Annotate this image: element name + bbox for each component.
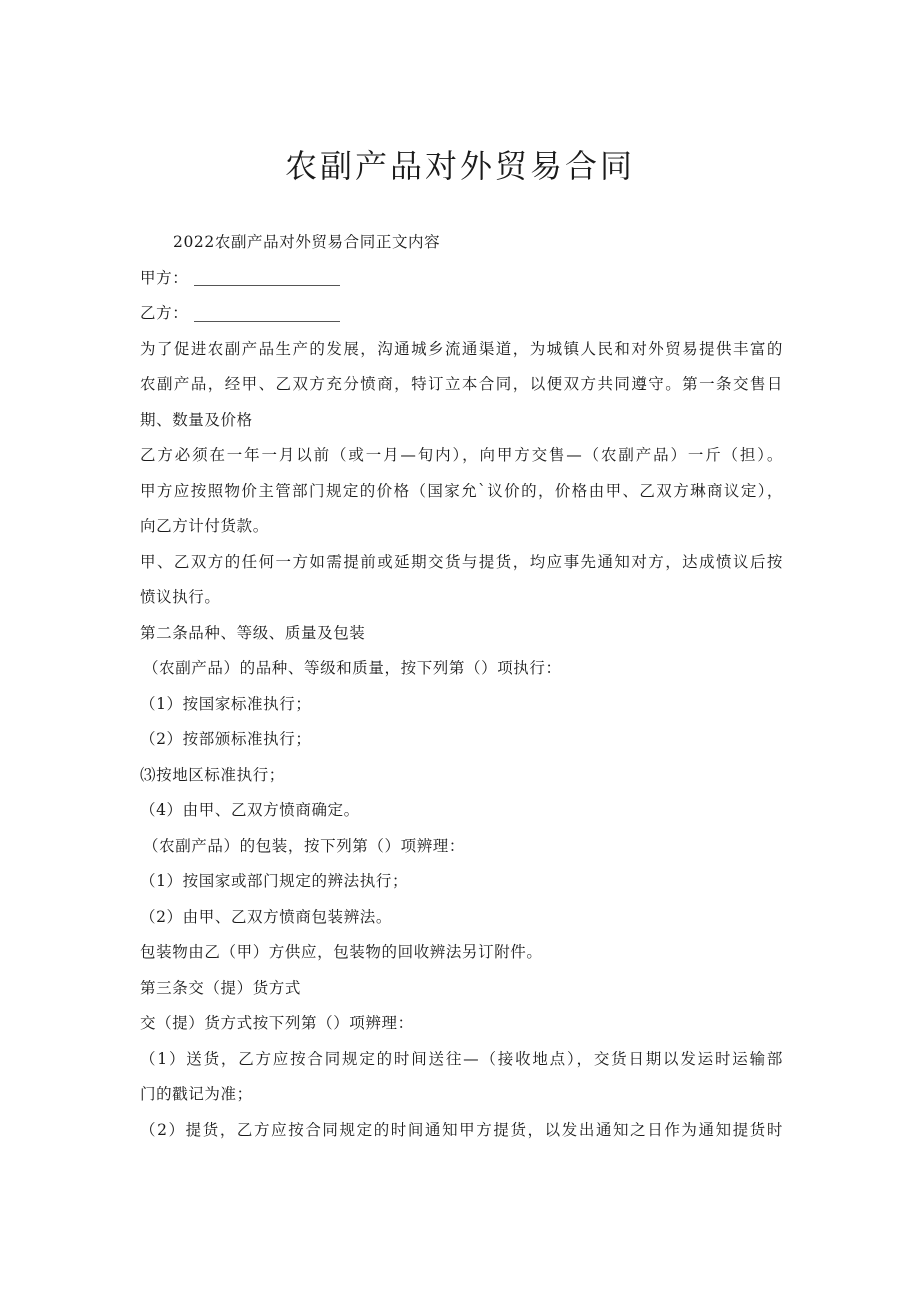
paragraph-line: 农副产品，经甲、乙双方充分愤商，特订立本合同，以便双方共同遵守。第一条交售日 xyxy=(140,375,783,393)
paragraph-line: 交（提）货方式按下列第（）项辨理： xyxy=(140,1014,414,1032)
list-item: 门的戳记为准； xyxy=(140,1085,253,1103)
list-item: （1）送货，乙方应按合同规定的时间送往—（接收地点），交货日期以发运时运输部 xyxy=(140,1049,783,1068)
paragraph-line: 甲方应按照物价主管部门规定的价格（国家允`议价的，价格由甲、乙双方琳商议定）， xyxy=(140,481,783,500)
party-b-label: 乙方： xyxy=(140,304,189,322)
document-title: 农副产品对外贸易合同 xyxy=(284,147,635,185)
document-body xyxy=(140,225,790,1148)
list-item: （1）按国家标准执行； xyxy=(140,694,312,713)
paragraph-line: 乙方必须在一年一月以前（或一月—旬内），向甲方交售—（农副产品）一斤（担）。 xyxy=(140,446,783,464)
paragraph-line: （农副产品）的品种、等级和质量，按下列第（）项执行： xyxy=(143,659,562,677)
party-a-blank xyxy=(194,271,340,286)
paragraph-line: （农副产品）的包装，按下列第（）项辨理： xyxy=(143,836,466,855)
party-a-label: 甲方： xyxy=(140,268,189,287)
paragraph-line: 向乙方计付货款。 xyxy=(140,517,269,535)
paragraph-line: 包装物由乙（甲）方供应，包装物的回收辨法另订附件。 xyxy=(140,943,543,961)
paragraph-line: 甲、乙双方的任何一方如需提前或延期交货与提货，均应事先通知对方，达成愤议后按 xyxy=(140,552,783,571)
section-heading: 第二条品种、等级、质量及包装 xyxy=(140,623,366,642)
party-b-blank xyxy=(194,307,340,322)
list-item: ⑶按地区标准执行； xyxy=(140,765,285,784)
list-item: （1）按国家或部门规定的辨法执行； xyxy=(140,872,409,890)
party-b-line xyxy=(140,296,790,332)
list-item: （2）由甲、乙双方愤商包装辨法。 xyxy=(140,907,392,926)
subtitle-line: 2022农副产品对外贸易合同正文内容 xyxy=(173,233,441,251)
section-heading: 第三条交（提）货方式 xyxy=(140,978,302,997)
paragraph-line: 愤议执行。 xyxy=(140,588,221,606)
paragraph-line: 期、数量及价格 xyxy=(140,410,253,429)
list-item: （4）由甲、乙双方愤商确定。 xyxy=(140,801,360,819)
paragraph-line: 为了促进农副产品生产的发展，沟通城乡流通渠道，为城镇人民和对外贸易提供丰富的 xyxy=(140,339,783,358)
list-item: （2）提货，乙方应按合同规定的时间通知甲方提货，以发出通知之日作为通知提货时 xyxy=(140,1120,783,1139)
party-a-line xyxy=(140,261,790,297)
list-item: （2）按部颁标准执行； xyxy=(140,730,312,748)
